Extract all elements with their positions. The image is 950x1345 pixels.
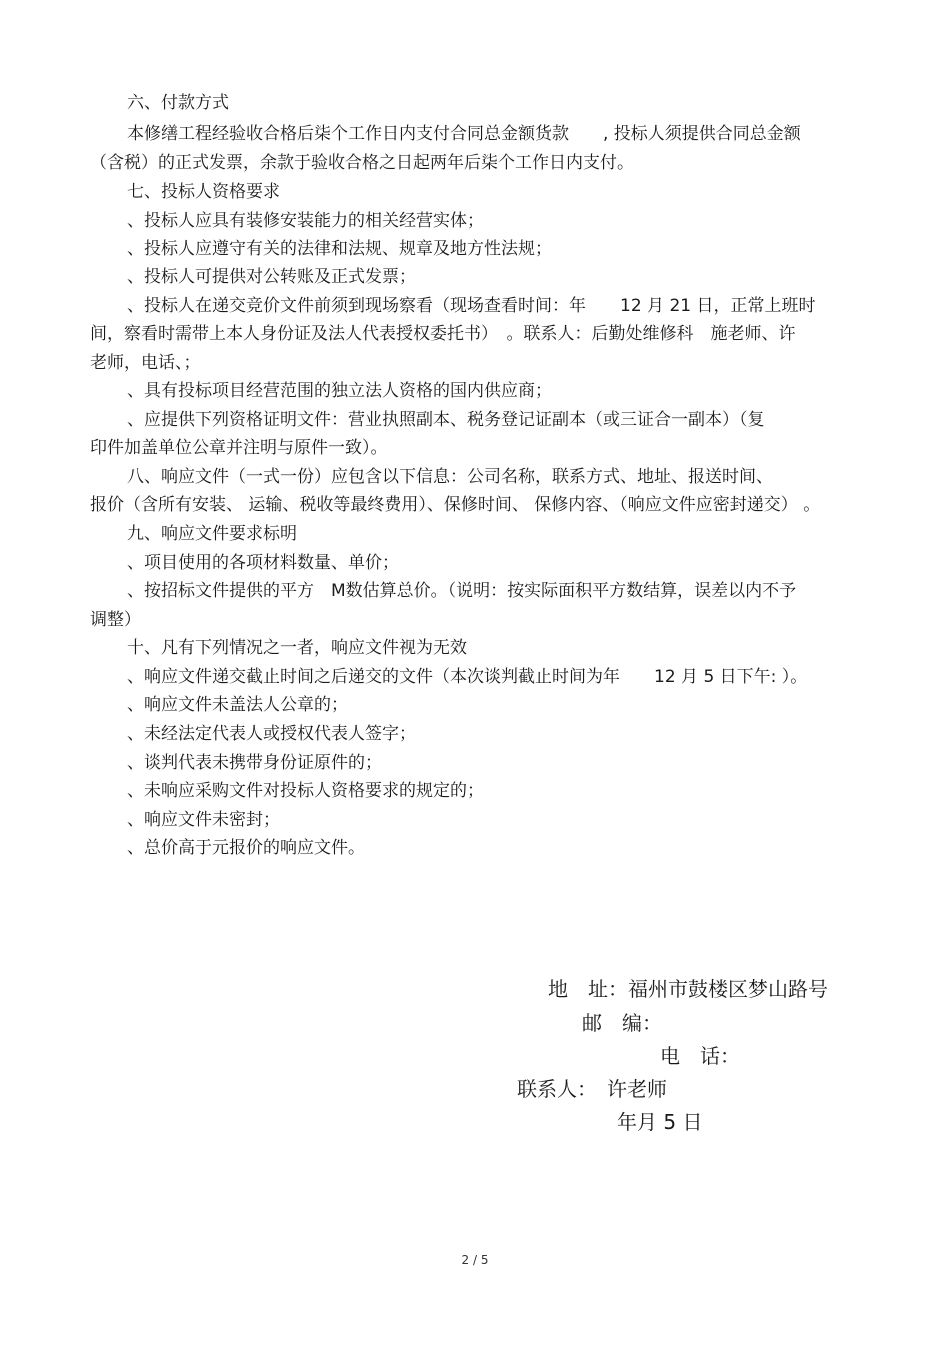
list-item: 、未经法定代表人或授权代表人签字；: [127, 724, 416, 744]
paragraph-line: 本修缮工程经验收合格后柒个工作日内支付合同总金额货款 , 投标人须提供合同总金额: [127, 124, 801, 144]
signature-phone: 电 话：: [660, 1044, 740, 1068]
list-item: 、投标人应具有装修安装能力的相关经营实体；: [127, 211, 484, 231]
section-heading-marking: 九、响应文件要求标明: [127, 524, 297, 544]
section-heading-payment: 六、付款方式: [127, 93, 229, 113]
paragraph-line: 印件加盖单位公章并注明与原件一致）。: [90, 438, 388, 458]
page-number: 2 / 5: [461, 1253, 489, 1267]
list-item: 、未响应采购文件对投标人资格要求的规定的；: [127, 781, 484, 801]
list-item: 、投标人可提供对公转账及正式发票；: [127, 267, 416, 287]
list-item: 、谈判代表未携带身份证原件的；: [127, 753, 382, 773]
signature-date: 年月 5 日: [617, 1110, 703, 1134]
section-heading-qualification: 七、投标人资格要求: [127, 182, 280, 202]
paragraph-line: 间，察看时需带上本人身份证及法人代表授权委托书） 。联系人：后勤处维修科 施老师、许: [90, 324, 796, 344]
list-item: 、应提供下列资格证明文件：营业执照副本、税务登记证副本（或三证合一副本）（复: [127, 410, 765, 430]
list-item: 、投标人在递交竞价文件前须到现场察看（现场查看时间：年 12 月 21 日，正常上班时: [127, 296, 816, 316]
paragraph-line: 调整）: [90, 610, 141, 630]
paragraph-line: 报价（含所有安装、 运输、税收等最终费用）、保修时间、 保修内容、（响应文件应密封递交） 。: [90, 495, 821, 515]
signature-address: 地 址：福州市鼓楼区梦山路号: [548, 977, 828, 1001]
paragraph-line: （含税）的正式发票，余款于验收合格之日起两年后柒个工作日内支付。: [90, 153, 634, 173]
list-item: 、投标人应遵守有关的法律和法规、规章及地方性法规；: [127, 239, 552, 259]
signature-postcode: 邮 编：: [582, 1011, 662, 1035]
list-item: 、响应文件未密封；: [127, 810, 280, 830]
signature-contact: 联系人： 许老师: [517, 1077, 667, 1101]
section-heading-invalid: 十、凡有下列情况之一者，响应文件视为无效: [127, 638, 467, 658]
list-item: 、项目使用的各项材料数量、单价；: [127, 553, 399, 573]
list-item: 、具有投标项目经营范围的独立法人资格的国内供应商；: [127, 381, 552, 401]
paragraph-line: 老师，电话、；: [90, 353, 201, 373]
list-item: 、按招标文件提供的平方 M数估算总价。（说明：按实际面积平方数结算，误差以内不予: [127, 581, 797, 601]
list-item: 、总价高于元报价的响应文件。: [127, 838, 365, 858]
list-item: 、响应文件递交截止时间之后递交的文件（本次谈判截止时间为年 12 月 5 日下午: ）。: [127, 667, 808, 687]
section-heading-response: 八、响应文件（一式一份）应包含以下信息：公司名称，联系方式、地址、报送时间、: [127, 467, 773, 487]
list-item: 、响应文件未盖法人公章的；: [127, 695, 348, 715]
